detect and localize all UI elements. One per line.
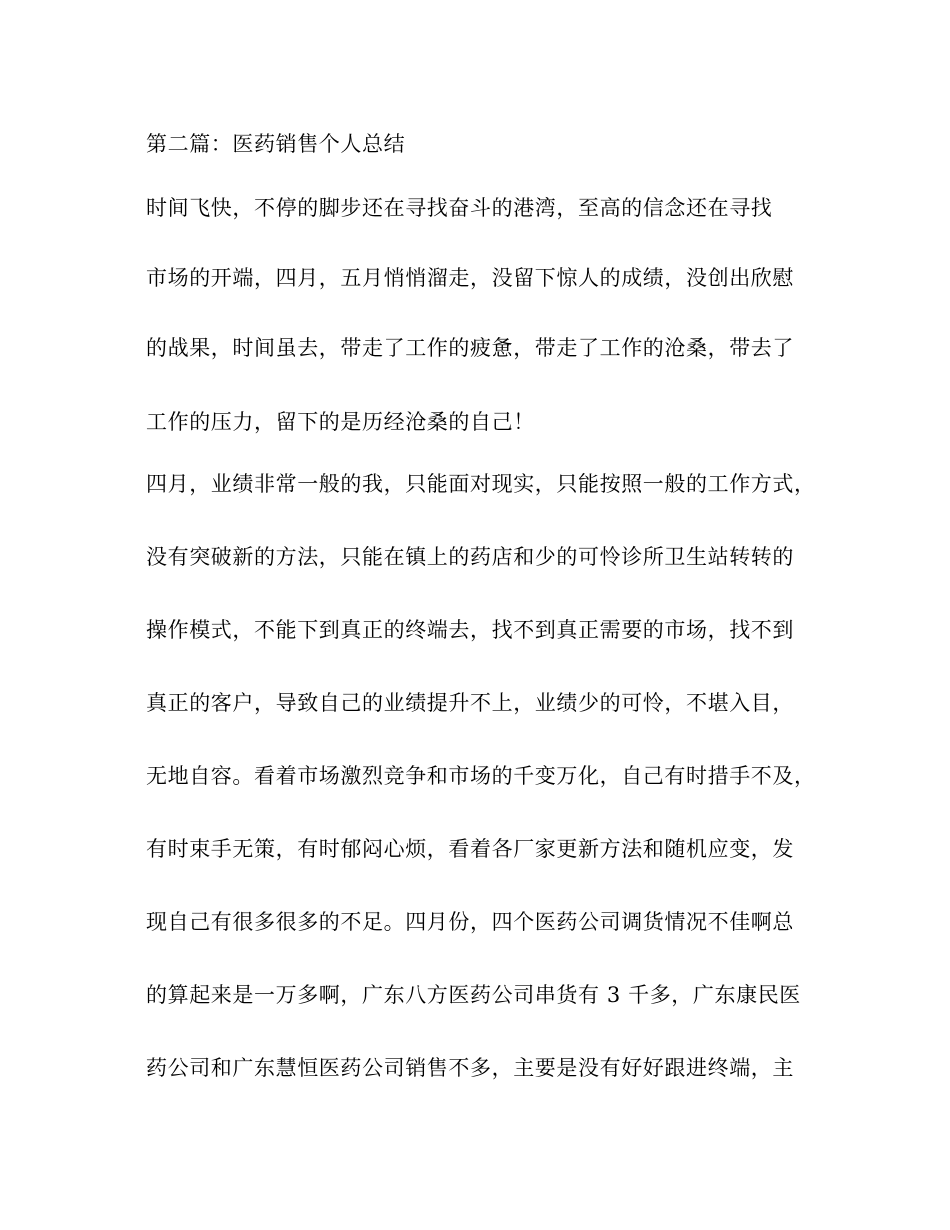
paragraph-line: 现自己有很多很多的不足。四月份，四个医药公司调货情况不佳啊总 [146, 910, 794, 934]
paragraph-line: 操作模式，不能下到真正的终端去，找不到真正需要的市场，找不到 [146, 618, 794, 642]
paragraph-line: 药公司和广东慧恒医药公司销售不多，主要是没有好好跟进终端，主 [146, 1056, 794, 1080]
paragraph-line: 的算起来是一万多啊，广东八方医药公司串货有 3 千多，广东康民医 [146, 983, 801, 1007]
paragraph-line: 四月，业绩非常一般的我，只能面对现实，只能按照一般的工作方式， [146, 472, 816, 496]
paragraph-line: 真正的客户，导致自己的业绩提升不上，业绩少的可怜，不堪入目， [146, 691, 794, 715]
paragraph-line: 时间飞快，不停的脚步还在寻找奋斗的港湾，至高的信念还在寻找 [146, 196, 773, 220]
paragraph-line: 有时束手无策，有时郁闷心烦，看着各厂家更新方法和随机应变，发 [146, 837, 794, 861]
paragraph-line: 市场的开端，四月，五月悄悄溜走，没留下惊人的成绩，没创出欣慰 [146, 266, 794, 290]
paragraph-line: 工作的压力，留下的是历经沧桑的自己！ [146, 410, 535, 434]
paragraph-line: 的战果，时间虽去，带走了工作的疲惫，带走了工作的沧桑，带去了 [146, 336, 794, 360]
document-title: 第二篇：医药销售个人总结 [146, 132, 406, 156]
paragraph-line: 无地自容。看着市场激烈竞争和市场的千变万化，自己有时措手不及， [146, 764, 816, 788]
paragraph-line: 没有突破新的方法，只能在镇上的药店和少的可怜诊所卫生站转转的 [146, 545, 794, 569]
